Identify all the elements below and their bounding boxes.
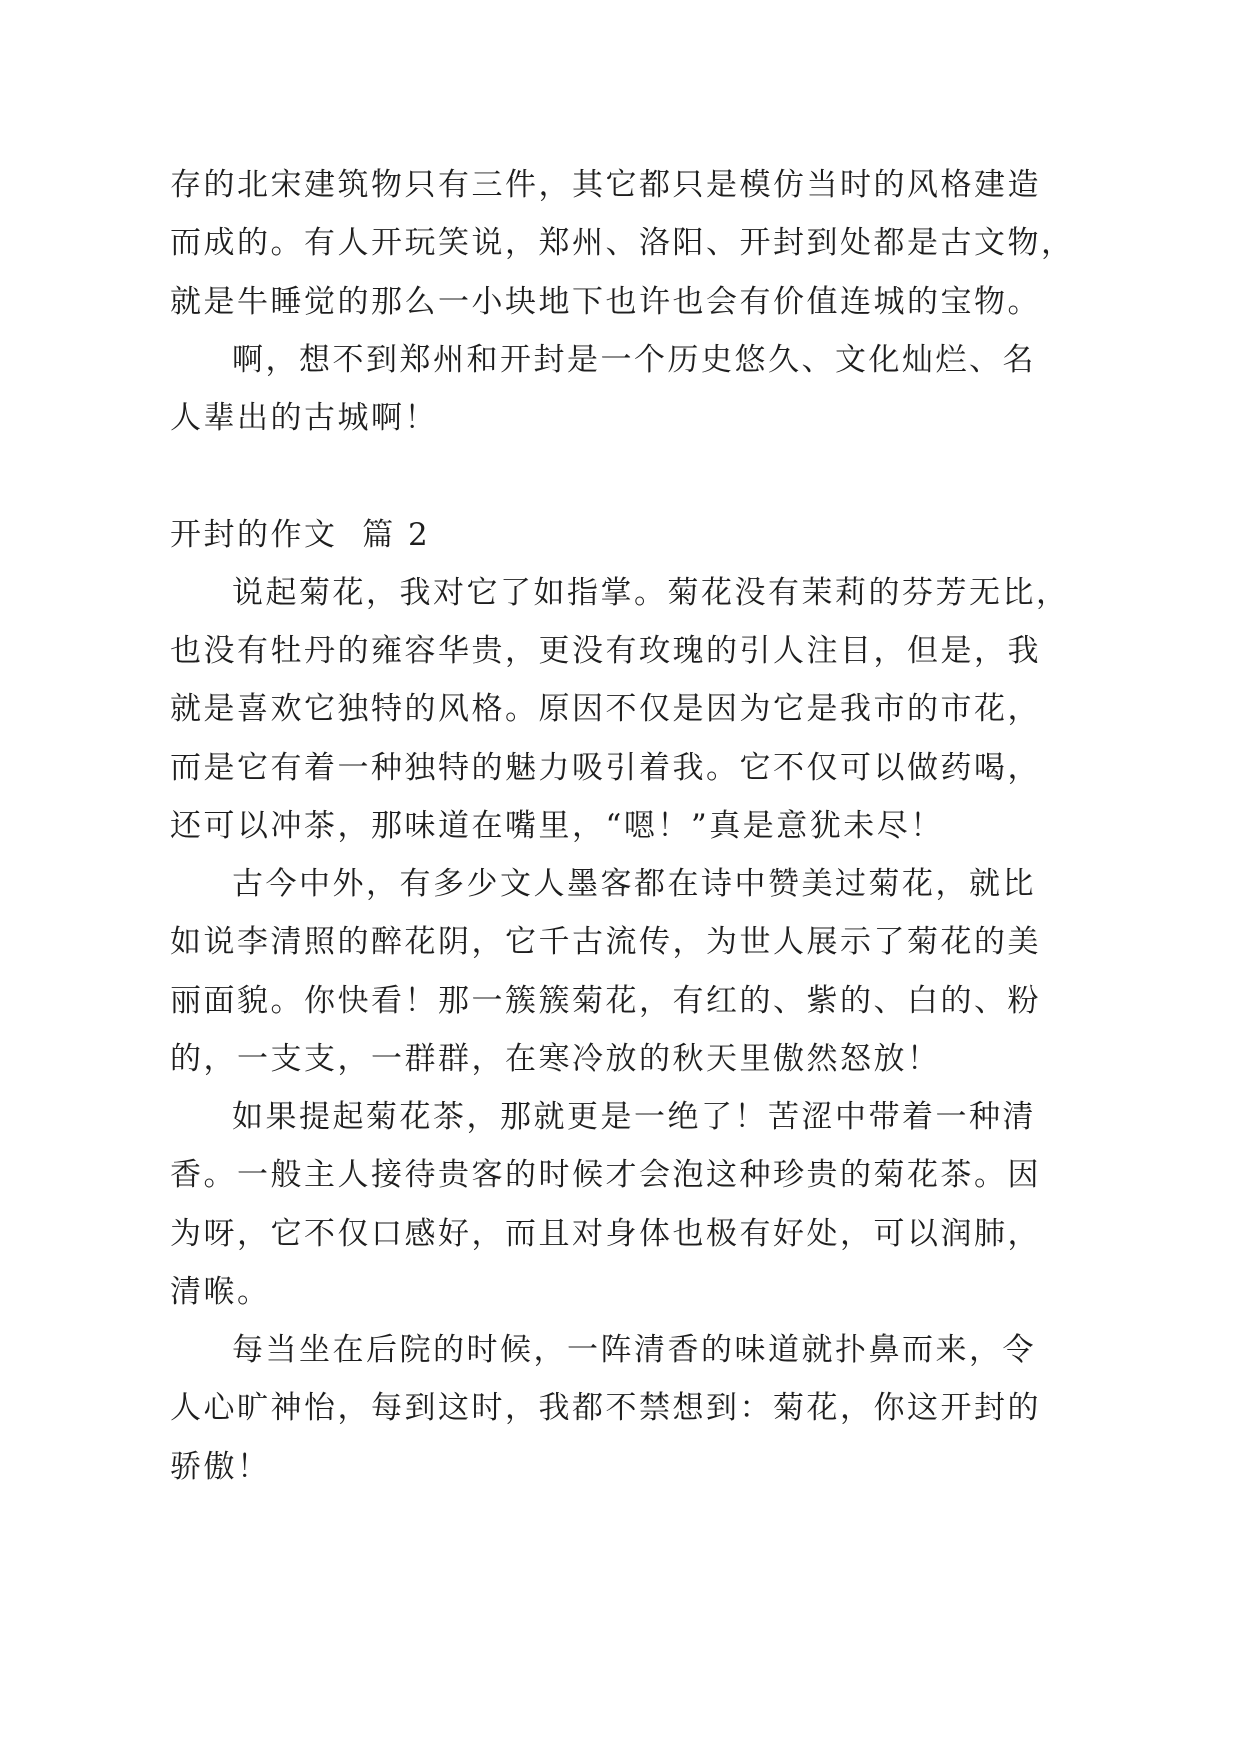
text-line: 香。一般主人接待贵客的时候才会泡这种珍贵的菊花茶。因	[170, 1157, 1041, 1194]
document-body	[170, 156, 1180, 1496]
text-line: 人心旷神怡，每到这时，我都不禁想到：菊花，你这开封的	[170, 1390, 1041, 1427]
text-line: 如说李清照的醉花阴，它千古流传，为世人展示了菊花的美	[170, 924, 1041, 961]
text-line: 清喉。	[170, 1273, 271, 1310]
text-line: 就是喜欢它独特的风格。原因不仅是因为它是我市的市花，	[170, 691, 1041, 728]
text-line: 的，一支支，一群群，在寒冷放的秋天里傲然怒放！	[170, 1040, 941, 1077]
text-line: 而是它有着一种独特的魅力吸引着我。它不仅可以做药喝，	[170, 749, 1041, 786]
text-line: 如果提起菊花茶，那就更是一绝了！苦涩中带着一种清	[232, 1099, 1036, 1135]
paragraph	[170, 855, 1180, 1088]
paragraph-closing	[170, 331, 1180, 448]
paragraph	[170, 1088, 1180, 1321]
paragraph	[170, 1321, 1180, 1496]
text-line: 人辈出的古城啊！	[170, 400, 438, 436]
text-line: 为呀，它不仅口感好，而且对身体也极有好处，可以润肺，	[170, 1215, 1041, 1252]
text-line: 存的北宋建筑物只有三件，其它都只是模仿当时的风格建造	[170, 167, 1041, 203]
text-line: 啊，想不到郑州和开封是一个历史悠久、文化灿烂、名	[232, 341, 1036, 378]
text-line: 古今中外，有多少文人墨客都在诗中赞美过菊花，就比	[232, 866, 1036, 902]
text-line: 也没有牡丹的雍容华贵，更没有玫瑰的引人注目，但是，我	[170, 633, 1041, 669]
section-heading: 开封的作文 篇 2	[170, 516, 431, 553]
text-line: 骄傲！	[170, 1448, 271, 1485]
paragraph	[170, 564, 1180, 855]
text-line: 还可以冲茶，那味道在嘴里，“嗯！”真是意犹未尽！	[170, 807, 944, 844]
text-line: 每当坐在后院的时候，一阵清香的味道就扑鼻而来，令	[232, 1332, 1036, 1368]
text-line: 丽面貌。你快看！那一簇簇菊花，有红的、紫的、白的、粉	[170, 982, 1041, 1019]
text-line: 说起菊花，我对它了如指掌。菊花没有茉莉的芬芳无比，	[232, 574, 1070, 611]
text-line: 而成的。有人开玩笑说，郑州、洛阳、开封到处都是古文物，	[170, 225, 1075, 262]
text-line: 就是牛睡觉的那么一小块地下也许也会有价值连城的宝物。	[170, 283, 1041, 320]
paragraph-continued	[170, 156, 1180, 331]
